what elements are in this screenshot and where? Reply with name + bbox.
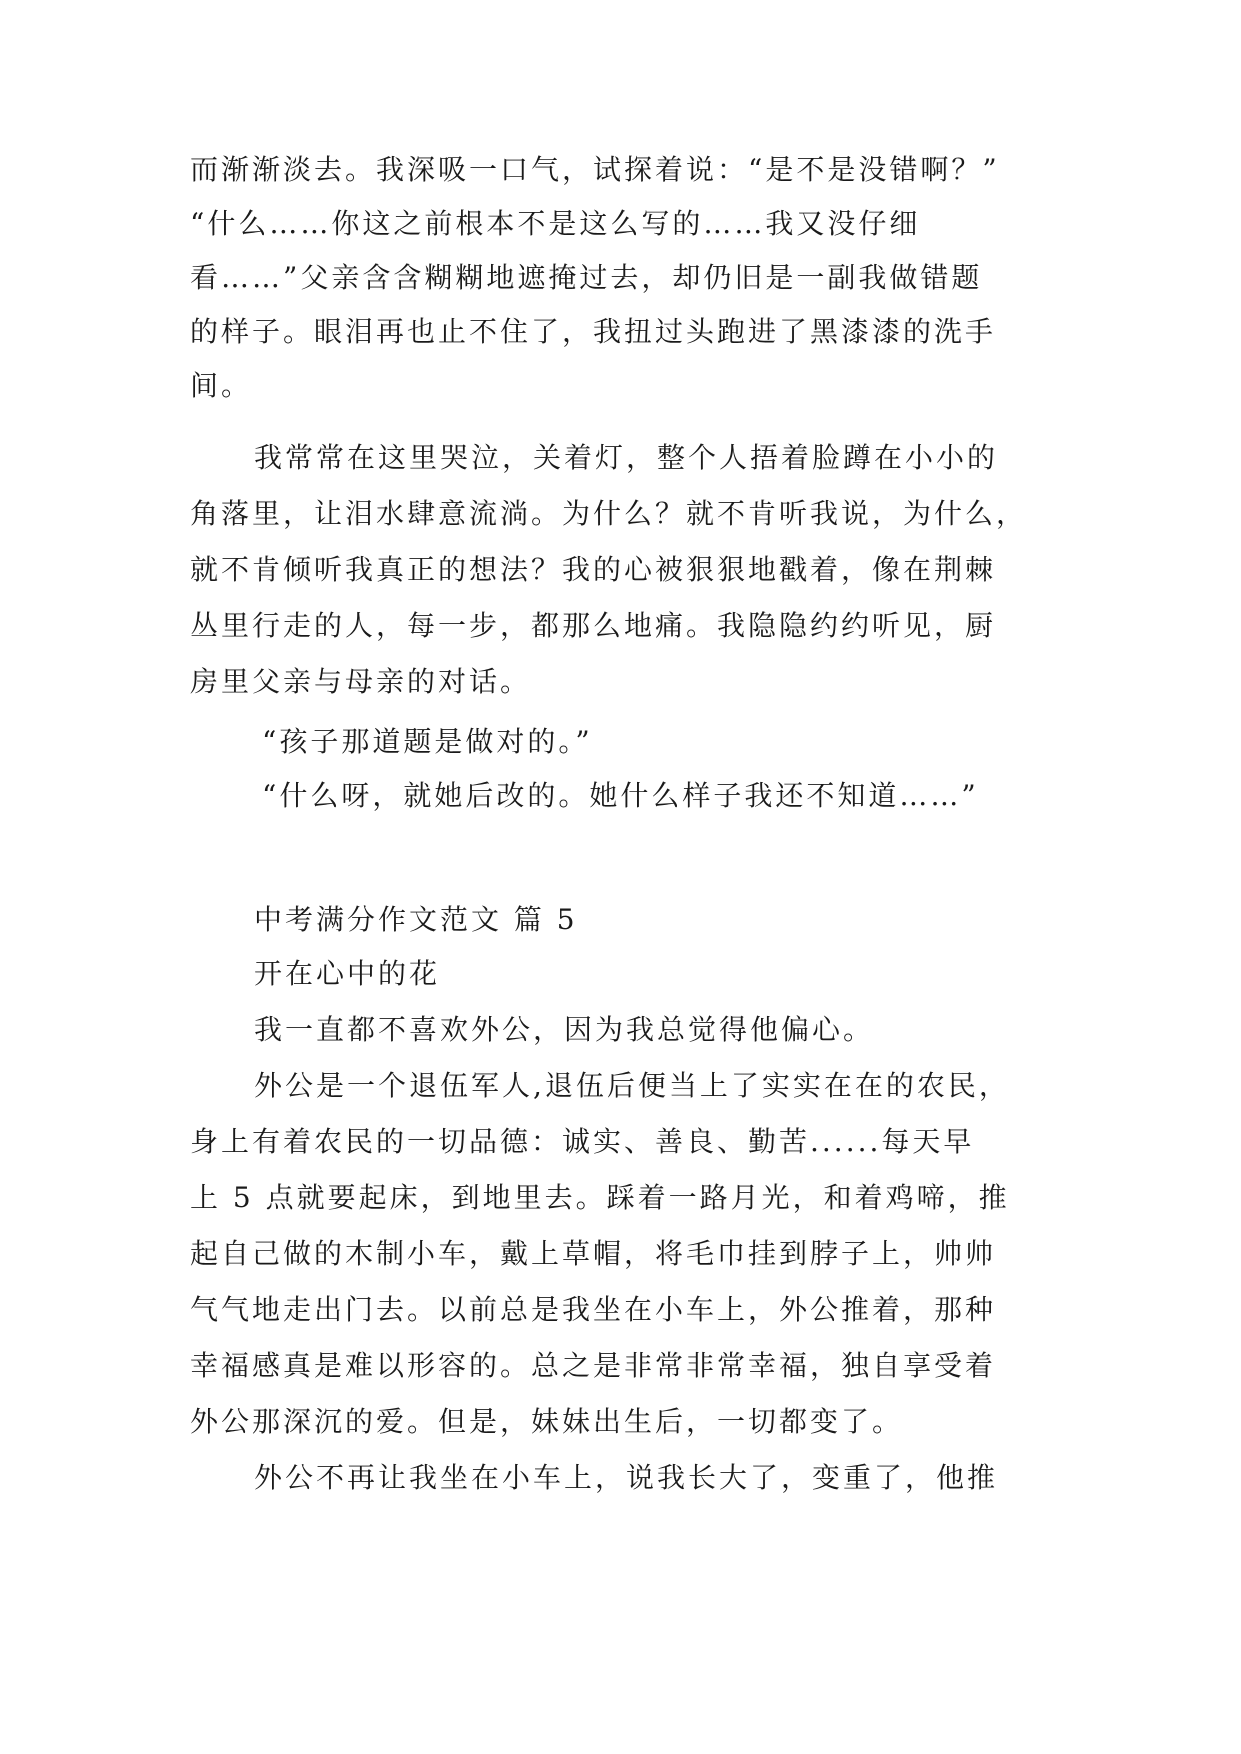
essay-title: 开在心中的花 [254, 957, 441, 990]
text-line: 间。 [190, 369, 253, 402]
paragraph-start-line: 外公不再让我坐在小车上，说我长大了，变重了，他推 [254, 1461, 999, 1494]
text-line: 丛里行走的人，每一步，都那么地痛。我隐隐约约听见，厨 [190, 609, 997, 642]
text-line: “什么……你这之前根本不是这么写的……我又没仔细 [190, 207, 921, 240]
text-line: 看……”父亲含含糊糊地遮掩过去，却仍旧是一副我做错题 [190, 261, 983, 294]
text-line: 幸福感真是难以形容的。总之是非常非常幸福，独自享受着 [190, 1349, 997, 1382]
text-line: 气气地走出门去。以前总是我坐在小车上，外公推着，那种 [190, 1293, 997, 1326]
section-heading: 中考满分作文范文 篇 5 [254, 903, 578, 936]
paragraph-start-line: 外公是一个退伍军人,退伍后便当上了实实在在的农民， [254, 1069, 1010, 1102]
text-line: 起自己做的木制小车，戴上草帽，将毛巾挂到脖子上，帅帅 [190, 1237, 997, 1270]
text-line: 就不肯倾听我真正的想法？我的心被狠狠地戳着，像在荆棘 [190, 553, 997, 586]
dialogue-line: “孩子那道题是做对的。” [262, 725, 593, 758]
text-line: 身上有着农民的一切品德：诚实、善良、勤苦......每天早 [190, 1125, 975, 1158]
text-line: 的样子。眼泪再也止不住了，我扭过头跑进了黑漆漆的洗手 [190, 315, 997, 348]
paragraph-start-line: 我常常在这里哭泣，关着灯，整个人捂着脸蹲在小小的 [254, 441, 999, 474]
text-line: 上 5 点就要起床，到地里去。踩着一路月光，和着鸡啼，推 [190, 1181, 1010, 1214]
paragraph-start-line: 我一直都不喜欢外公，因为我总觉得他偏心。 [254, 1013, 875, 1046]
text-line: 而渐渐淡去。我深吸一口气，试探着说：“是不是没错啊？” [190, 153, 1000, 186]
dialogue-line: “什么呀，就她后改的。她什么样子我还不知道……” [262, 779, 979, 812]
text-line: 角落里，让泪水肆意流淌。为什么？就不肯听我说，为什么， [190, 497, 1028, 530]
text-line: 房里父亲与母亲的对话。 [190, 665, 532, 698]
text-line: 外公那深沉的爱。但是，妹妹出生后，一切都变了。 [190, 1405, 904, 1438]
